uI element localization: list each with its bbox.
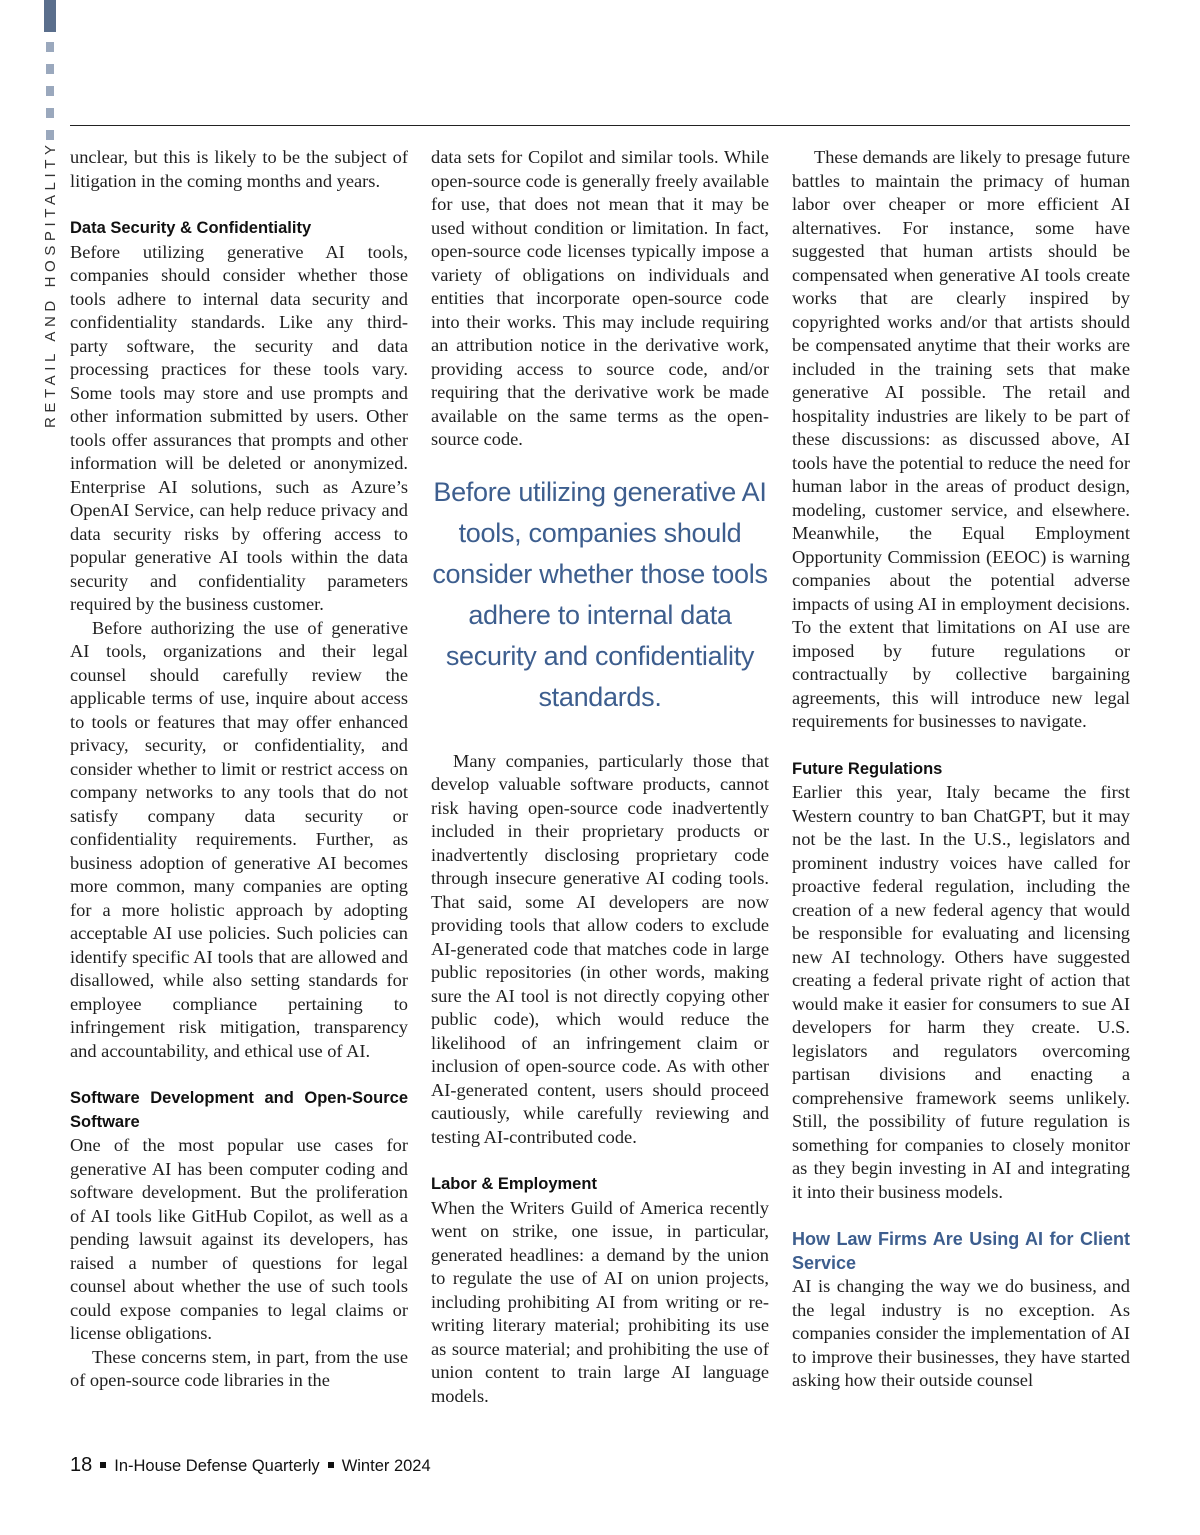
heading-data-security: Data Security & Confidentiality — [70, 219, 312, 237]
column-2 — [431, 146, 769, 1408]
bullet-square-icon — [328, 1462, 334, 1468]
section-label: RETAIL AND HOSPITALITY — [42, 140, 59, 428]
paragraph: Before authorizing the use of generative AI tools, organizations and their legal counsel should carefully review the applicable terms of use, inquire about access to tools or features that may offer enhanced privacy, security, or confidentiality, and consider whether to limit or restrict access on company networks to any tools that do not satisfy company data security or confidentiality requirements. Further, as business adoption of generative AI becomes more common, many companies are opting for a more holistic approach by adopting acceptable AI use policies. Such policies can identify specific AI tools that are allowed and disallowed, while also setting standards for employee compliance pertaining to infringement risk mitigation, transparency and accountability, and ethical use of AI. — [70, 617, 408, 1061]
side-accent-bar — [44, 0, 56, 32]
heading-future-regulations: Future Regulations — [792, 759, 943, 778]
issue-name: Winter 2024 — [341, 1457, 431, 1475]
bullet-square-icon — [100, 1462, 106, 1468]
paragraph: These concerns stem, in part, from the use of open-source code libraries in the — [70, 1346, 408, 1390]
heading-software-development: Software Development and Open-Source Software — [70, 1089, 408, 1131]
pull-quote: Before utilizing generative AI tools, companies should consider whether those tools adhere to internal data security and confidentiality standards. — [432, 476, 768, 712]
heading-law-firms: How Law Firms Are Using AI for Client Service — [792, 1229, 1130, 1273]
top-rule — [70, 125, 1130, 126]
page-number: 18 — [70, 1454, 93, 1476]
paragraph: data sets for Copilot and similar tools. While open-source code is generally freely available for use, that does not mean that it may be used without condition or limitation. In fact, open-source code licenses typically impose a variety of obligations on individuals and entities that incorporate open-source code into their works. This may include requiring an attribution notice in the derivative work, providing access to source code, and/or requiring that the derivative work be made available on the same terms as the open-source code. — [431, 147, 769, 449]
paragraph: These demands are likely to presage future battles to maintain the primacy of human labor over cheaper or more efficient AI alternatives. For instance, some have suggested that human artists should be compensated when generative AI tools create works that are clearly inspired by copyrighted works and/or that artists should be compensated anytime that their works are included in the training sets that make generative AI possible. The retail and hospitality industries are likely to be part of these discussions: as discussed above, AI tools have the potential to reduce the need for human labor in the areas of product design, modeling, customer service, and elsewhere. Meanwhile, the Equal Employment Opportunity Commission (EEOC) is warning companies about the potential adverse impacts of using AI in employment decisions. To the extent that limitations on AI use are imposed by future regulations or contractually by collective bargaining agreements, this will introduce new legal requirements for businesses to navigate. — [792, 147, 1130, 731]
paragraph: unclear, but this is likely to be the subject of litigation in the coming months and years. — [70, 147, 408, 191]
column-1 — [70, 146, 408, 1393]
paragraph: Before utilizing generative AI tools, companies should consider whether those tools adhere to internal data security and confidentiality standards. Like any third-party software, the security and data processing practices for these tools vary. Some tools may store and use prompts and other information submitted by users. Other tools offer assurances that prompts and other information will be deleted or anonymized. Enterprise AI solutions, such as Azure’s OpenAI Service, can help reduce privacy and data security risks by offering access to popular generative AI tools within the data security and confidentiality parameters required by the business customer. — [70, 241, 408, 614]
paragraph: Many companies, particularly those that develop valuable software products, cannot risk having open-source code inadvertently included in their proprietary products or inadvertently disclosing proprietary code through insecure generative AI coding tools. That said, some AI developers are now providing tools that allow coders to exclude AI-generated code that matches code in large public repositories (in other words, making sure the AI tool is not directly copying other public code), which would reduce the likelihood of an infringement claim or inclusion of open-source code. As with other AI-generated content, users should proceed cautiously, while carefully reviewing and testing AI-contributed code. — [431, 750, 769, 1147]
publication-name: In-House Defense Quarterly — [114, 1457, 320, 1475]
side-tick-marks — [46, 42, 54, 152]
paragraph: Earlier this year, Italy became the first Western country to ban ChatGPT, but it may not be the last. In the U.S., legislators and prominent industry voices have called for proactive federal regulation, including the creation of a new federal agency that would be responsible for evaluating and licensing new AI technology. Others have suggested creating a federal private right of action that would make it easier for consumers to sue AI developers for harm they create. U.S. legislators and regulators overcoming partisan divisions and enacting a comprehensive framework seems unlikely. Still, the possibility of future regulation is something for companies to closely monitor as they begin investing in AI and integrating it into their business models. — [792, 782, 1130, 1202]
paragraph: When the Writers Guild of America recently went on strike, one issue, in particular, generated headlines: a demand by the union to regulate the use of AI on union projects, including prohibiting AI from writing or re-writing literary material; prohibiting its use as source material; and prohibiting the use of union content to train large AI language models. — [431, 1197, 769, 1406]
page-footer — [70, 1454, 431, 1477]
paragraph: One of the most popular use cases for generative AI has been computer coding and software development. But the proliferation of AI tools like GitHub Copilot, as well as a pending lawsuit against its developers, has raised a number of questions for legal counsel about whether the use of such tools could expose companies to legal claims or license obligations. — [70, 1135, 408, 1343]
heading-labor-employment: Labor & Employment — [431, 1175, 597, 1193]
paragraph: AI is changing the way we do business, and the legal industry is no exception. As companies consider the implementation of AI to improve their businesses, they have started asking how their outside counsel — [792, 1276, 1130, 1390]
column-3 — [792, 146, 1130, 1393]
